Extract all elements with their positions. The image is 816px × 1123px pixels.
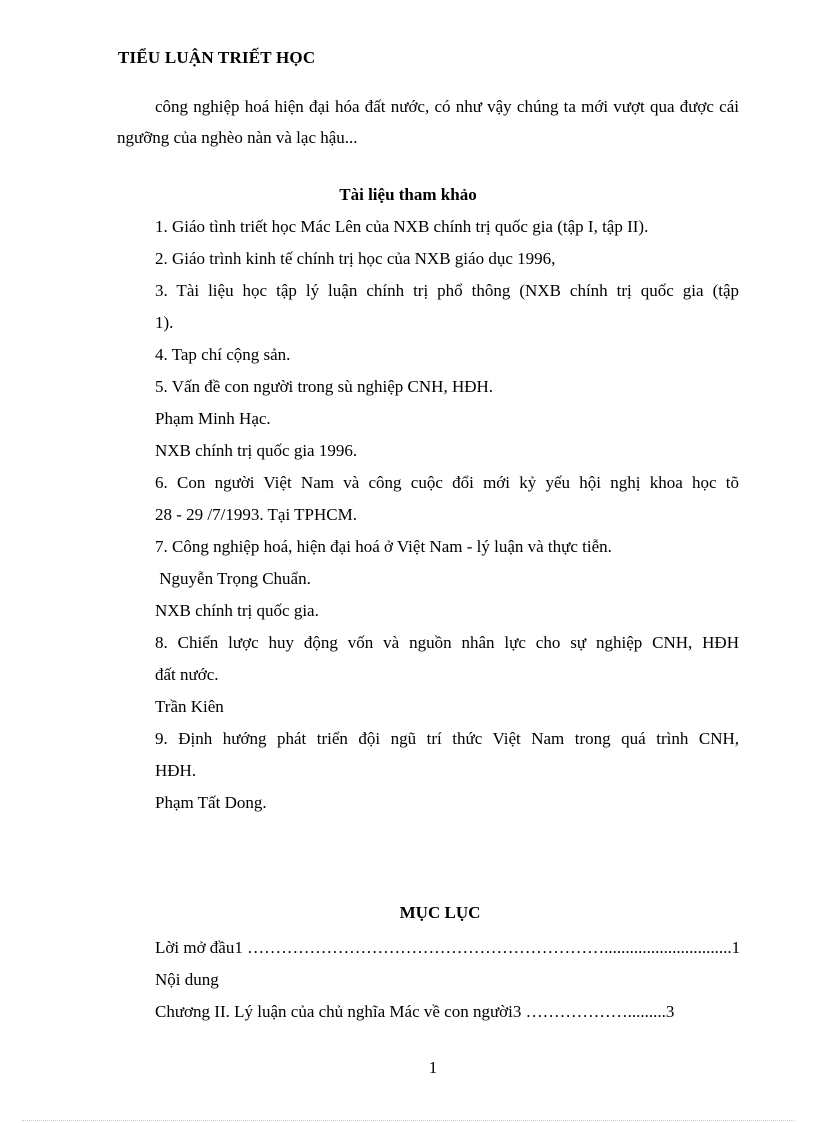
toc-entry: Nội dung [155,970,219,989]
reference-line: 7. Công nghiệp hoá, hiện đại hoá ở Việt Nam - lý luận và thực tiễn. [155,537,612,556]
reference-line: đất nước. [155,665,219,684]
intro-paragraph: công nghiệp hoá hiện đại hóa đất nước, có như vậy chúng ta mới vượt qua được cái ngưỡng của nghèo nàn và lạc hậu... [117,97,739,147]
reference-line: 4. Tap chí cộng sản. [155,345,291,364]
toc-entry: Chương II. Lý luận của chủ nghĩa Mác về con người3 ……………….........3 [155,1002,675,1021]
toc-entry: Lời mở đầu1 ………………………………………………………..............................1 [155,938,741,957]
reference-line: 1). [155,313,174,332]
page-number: 1 [428,1058,438,1077]
reference-line: Phạm Minh Hạc. [155,409,271,428]
reference-line: NXB chính trị quốc gia. [155,601,319,620]
reference-line: 6. Con người Việt Nam và công cuộc đổi mới kỷ yếu hội nghị khoa học tõ [155,473,739,492]
reference-line: 8. Chiến lược huy động vốn và nguồn nhân lực cho sự nghiệp CNH, HĐH [155,633,739,652]
references-list [155,211,739,819]
reference-line: 3. Tài liệu học tập lý luận chính trị phổ thông (NXB chính trị quốc gia (tập [155,281,739,300]
reference-line: 28 - 29 /7/1993. Tại TPHCM. [155,505,357,524]
reference-line: 1. Giáo tình triết học Mác Lên của NXB chính trị quốc gia (tập I, tập II). [155,217,649,236]
page-bottom-divider [22,1120,794,1121]
reference-line: HĐH. [155,761,197,780]
reference-line: Trần Kiên [155,697,224,716]
reference-line: Phạm Tất Dong. [155,793,267,812]
reference-line: NXB chính trị quốc gia 1996. [155,441,358,460]
reference-line: 9. Định hướng phát triển đội ngũ trí thức Việt Nam trong quá trình CNH, [155,729,739,748]
references-heading: Tài liệu tham khảo [339,185,477,204]
toc-heading: MỤC LỤC [399,903,481,922]
reference-line: 5. Vấn đề con người trong sù nghiệp CNH, HĐH. [155,377,494,396]
page-header-title: TIỂU LUẬN TRIẾT HỌC [118,48,316,67]
table-of-contents [155,932,739,1028]
reference-line: 2. Giáo trình kinh tế chính trị học của NXB giáo dục 1996, [155,249,556,268]
reference-line: Nguyễn Trọng Chuẩn. [155,569,311,588]
